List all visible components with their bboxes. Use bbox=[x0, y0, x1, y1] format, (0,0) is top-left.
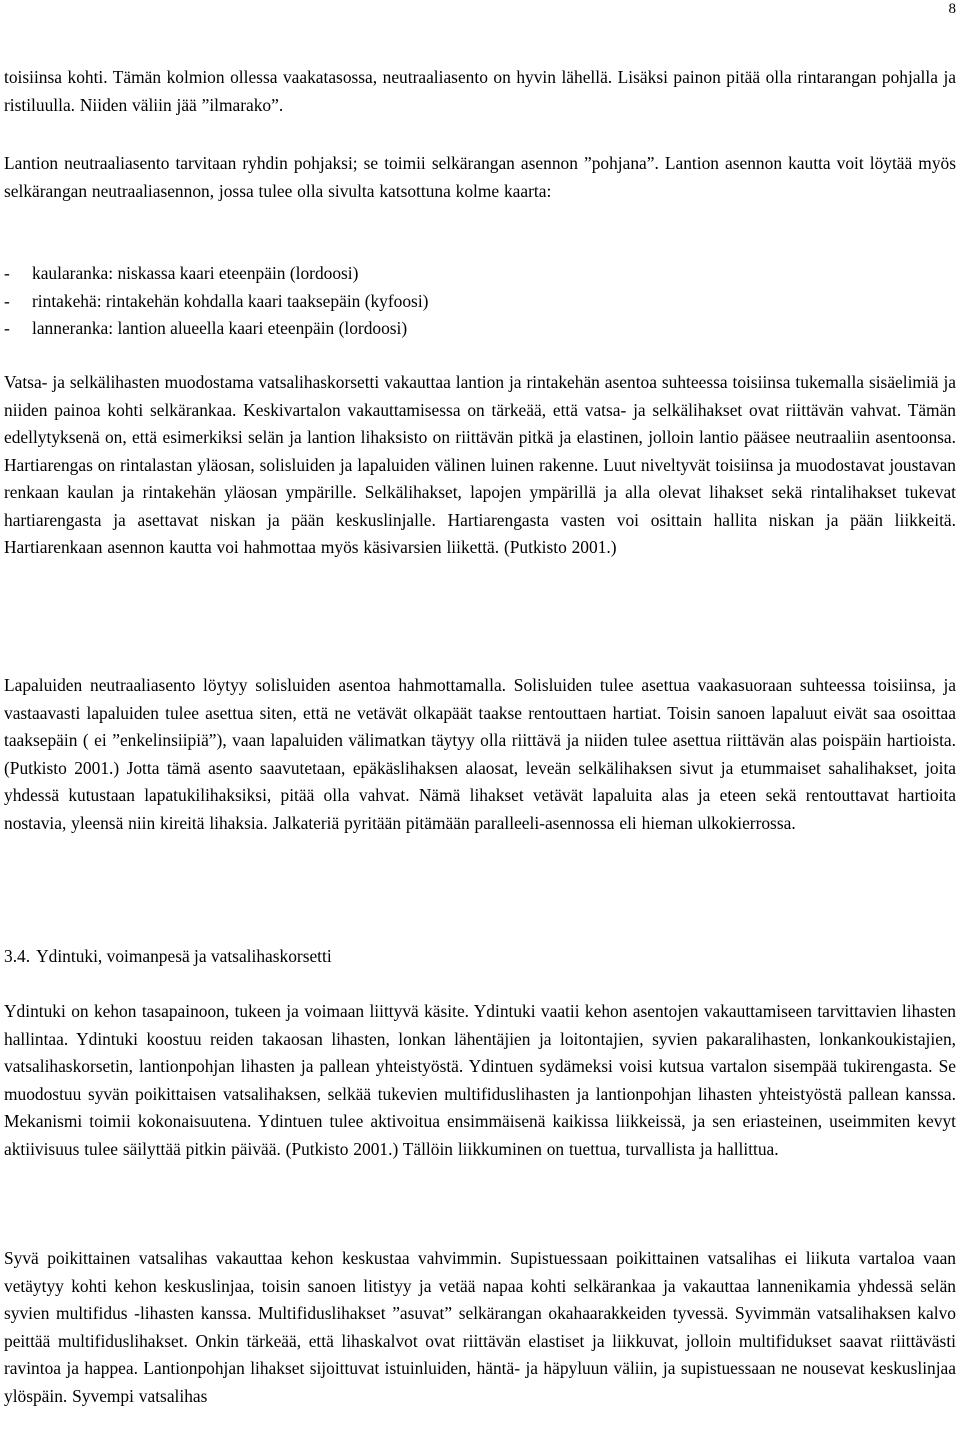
paragraph-transverse-abdominis: Syvä poikittainen vatsalihas vakauttaa kehon keskustaa vahvimmin. Supistuessaan poikittainen vatsalihas ei liikuta vartaloa vaan vetäytyy kohti kehon keskuslinjaa, toisin sanoen litistyy ja vetää napaa kohti selkärankaa ja vakauttaa lannenikamia yhdessä selän syvien multifidus -lihasten kanssa. Multifiduslihakset ”asuvat” selkärangan okahaarakkeiden tyvessä. Syvimmän vatsalihaksen kalvo peittää multifiduslihakset. Onkin tärkeää, että lihaskalvot ovat riittävän elastiset ja liikkuvat, jolloin multifidukset saavat riittävästi ravintoa ja happea. Lantionpohjan lihakset sijoittuvat istuinluiden, häntä- ja häpyluun väliin, ja supistuessaan ne nousevat keskuslinjaa ylöspäin. Syvempi vatsalihas bbox=[4, 1248, 956, 1406]
list-bullet: - bbox=[4, 290, 10, 311]
list-item bbox=[4, 315, 956, 343]
section-number: 3.4. bbox=[4, 946, 31, 966]
document-page bbox=[4, 0, 956, 1436]
paragraph-scapula-neutral: Lapaluiden neutraaliasento löytyy solisluiden asentoa hahmottamalla. Solisluiden tulee asettua vaakasuoraan suhteessa toisiinsa, ja vastaavasti lapaluiden tulee asettua siten, että ne vetävät olkapäät taakse rentouttaen hartiat. Toisin sanoen lapaluut eivät saa osoittaa taaksepäin ( ei ”enkelinsiipiä”), vaan lapaluiden välimatkan täytyy olla riittävä ja niiden tulee asettua riittävän alas poispäin hartioista. (Putkisto 2001.) Jotta tämä asento saavutetaan, epäkäslihaksen alaosat, leveän selkälihaksen sivut ja etummaiset sahalihakset, joita yhdessä kutustaan lapatukilihaksiksi, pitää olla vahvat. Nämä lihakset vetävät lapaluita alas ja eteen sekä rentouttavat hartioita nostavia, yleensä niin kireitä lihaksia. Jalkateriä pyritään pitämään paralleeli-asennossa eli hieman ulkokierrossa. bbox=[4, 675, 956, 833]
list-item-text: lanneranka: lantion alueella kaari eteenpäin (lordoosi) bbox=[32, 318, 408, 338]
section-heading bbox=[4, 943, 332, 971]
section-title: Ydintuki, voimanpesä ja vatsalihaskorsetti bbox=[36, 946, 332, 966]
list-item bbox=[4, 288, 956, 316]
list-bullet: - bbox=[4, 318, 10, 338]
spine-curves-list bbox=[4, 260, 956, 343]
list-item-text: kaularanka: niskassa kaari eteenpäin (lordoosi) bbox=[32, 263, 359, 283]
paragraph-pelvis-neutral: Lantion neutraaliasento tarvitaan ryhdin pohjaksi; se toimii selkärangan asennon ”pohjana”. Lantion asennon kautta voit löytää myös selkärangan neutraaliasennon, jossa tulee olla sivulta katsottuna kolme kaarta: bbox=[4, 153, 956, 201]
list-bullet: - bbox=[4, 263, 10, 283]
paragraph-abdominal-corset: Vatsa- ja selkälihasten muodostama vatsalihaskorsetti vakauttaa lantion ja rintakehän asentoa suhteessa toisiinsa tukemalla sisäelimiä ja niiden painoa kohti selkärankaa. Keskivartalon vakauttamisessa on tärkeää, että vatsa- ja selkälihakset ovat riittävän vahvat. Tämän edellytyksenä on, että esimerkiksi selän ja lantion lihaksisto on riittävän pitkä ja elastinen, jolloin lantio pääsee neutraaliin asentoonsa. Hartiarengas on rintalastan yläosan, solisluiden ja lapaluiden välinen luinen rakenne. Luut niveltyvät toisiinsa ja muodostavat joustavan renkaan kaulan ja rintakehän yläosan ympärille. Selkälihakset, lapojen ympärillä ja alla olevat lihakset sekä rintalihakset tukevat hartiarengasta ja asettavat niskan ja pään keskuslinjalle. Hartiarengasta vasten voi osittain hallita niskan ja pään liikkeitä. Hartiarenkaan asennon kautta voi hahmottaa myös käsivarsien liikettä. (Putkisto 2001.) bbox=[4, 372, 956, 557]
paragraph-core-support: Ydintuki on kehon tasapainoon, tukeen ja voimaan liittyvä käsite. Ydintuki vaatii kehon asentojen vakauttamiseen tarvittavien lihasten hallintaa. Ydintuki koostuu reiden takaosan lihasten, lonkan lähentäjien ja loitontajien, syvien pakaralihasten, lonkankoukistajien, vatsalihaskorsetin, lantionpohjan lihasten ja pallean yhteistyöstä. Ydintuen sydämeksi voisi kutsua vartalon sisempää tukirengasta. Se muodostuu syvän poikittaisen vatsalihaksen, selkää tukevien multifiduslihasten ja lantionpohjan lihasten yhteistyöstä pallean kanssa. Mekanismi toimii kokonaisuutena. Ydintuen tulee aktivoitua ensimmäisenä kaikissa liikkeissä, ja sen eriasteinen, useimmiten kevyt aktiivisuus tulee säilyttää pitkin päivää. (Putkisto 2001.) Tällöin liikkuminen on tuettua, turvallista ja hallittua. bbox=[4, 1001, 956, 1159]
page-number: 8 bbox=[948, 1, 956, 17]
list-item-text: rintakehä: rintakehän kohdalla kaari taaksepäin (kyfoosi) bbox=[32, 290, 429, 311]
paragraph-pelvis-triangle: toisiinsa kohti. Tämän kolmion ollessa vaakatasossa, neutraaliasento on hyvin lähellä. Lisäksi painon pitää olla rintarangan pohjalla ja ristiluulla. Niiden väliin jää ”ilmarako”. bbox=[4, 67, 956, 115]
list-item bbox=[4, 260, 956, 288]
